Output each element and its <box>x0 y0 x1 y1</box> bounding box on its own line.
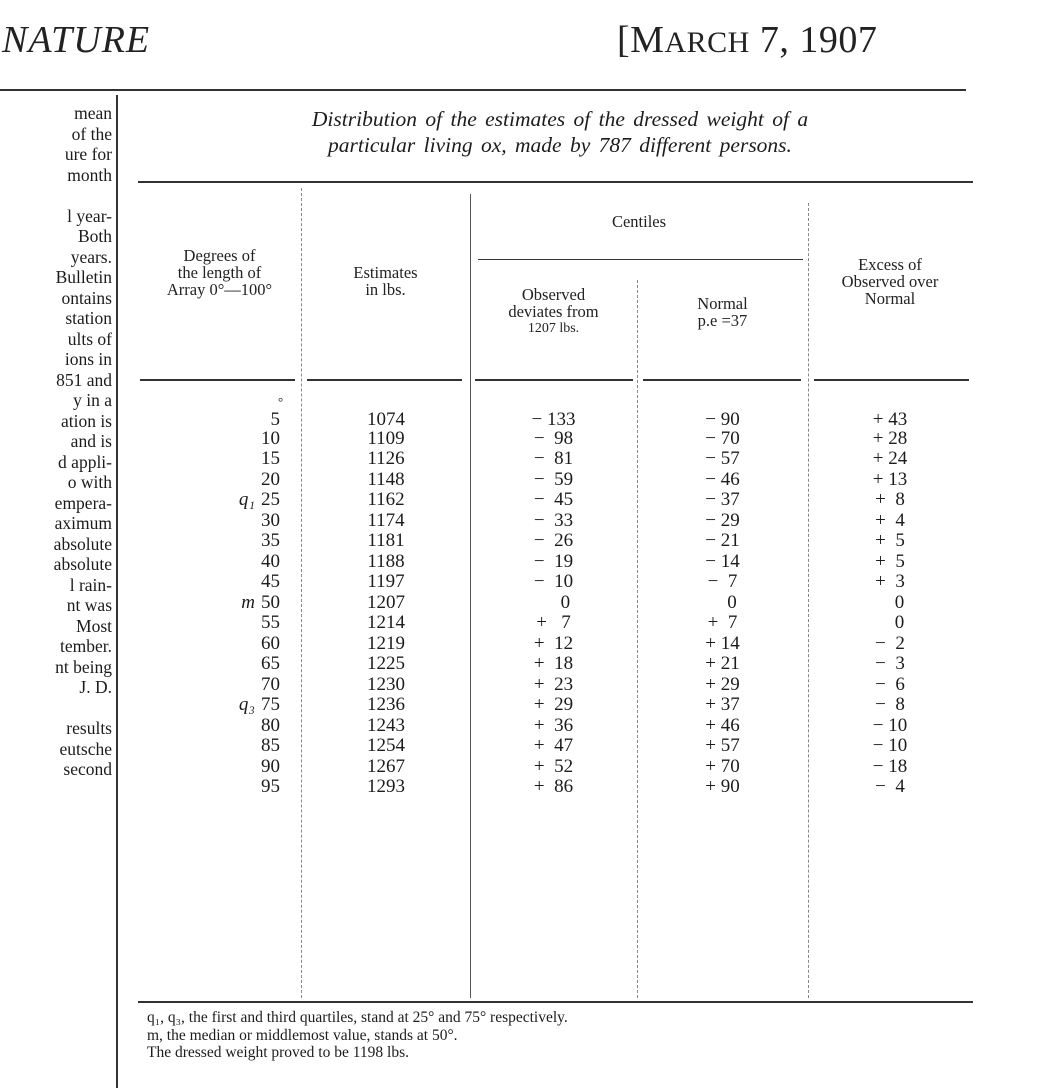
cell-degree <box>140 634 290 655</box>
left-column-line <box>0 185 112 206</box>
cell-excess: + 5 <box>875 530 905 551</box>
degree-value: 90 <box>261 755 280 777</box>
cell-degree <box>140 613 290 634</box>
cell-estimate: 1267 <box>367 755 405 777</box>
degree-value: 65 <box>261 653 280 674</box>
table-row <box>0 777 1048 798</box>
quartile-marker: q₁ <box>238 489 255 510</box>
cell-normal: + 37 <box>705 694 740 715</box>
table-title <box>145 106 975 158</box>
degree-value: 80 <box>261 714 280 736</box>
cell-excess: + 3 <box>875 571 905 592</box>
left-column-line: ults of <box>67 328 112 349</box>
cell-estimate: 1230 <box>367 673 405 695</box>
cell-normal: − 29 <box>705 509 740 531</box>
cell-observed: + 86 <box>533 776 574 797</box>
degree-value: 60 <box>261 632 280 654</box>
degree-unit-mark: ° <box>278 394 284 409</box>
cell-normal: − 46 <box>705 468 740 490</box>
header-observed-line: deviates from <box>508 302 599 321</box>
left-column-line: ontains <box>61 287 112 308</box>
left-column-line: mean <box>74 103 112 123</box>
header-excess <box>808 256 972 307</box>
table-row <box>0 470 1048 491</box>
degree-value: 10 <box>261 427 280 449</box>
header-observed-line: Observed <box>521 285 586 304</box>
cell-normal: − 21 <box>705 530 740 551</box>
cell-observed: − 133 <box>531 409 576 430</box>
cell-observed: − 59 <box>533 468 574 490</box>
header-centiles: Centiles <box>611 212 667 231</box>
cell-observed: − 19 <box>533 550 574 572</box>
left-column-line: years. <box>70 246 112 267</box>
header-degrees-line: the length of <box>177 263 262 282</box>
table-row <box>0 634 1048 655</box>
cell-normal: + 21 <box>705 653 740 674</box>
cell-excess: − 3 <box>875 653 905 674</box>
cell-estimate: 1109 <box>367 427 405 449</box>
table-title-line-1: Distribution of the estimates of the dressed weight of a <box>311 107 809 131</box>
degree-value: 5 <box>270 409 280 430</box>
cell-normal: − 14 <box>705 550 740 572</box>
cell-excess: + 4 <box>875 509 905 531</box>
degree-value: 85 <box>261 735 280 756</box>
cell-observed: − 45 <box>533 489 574 510</box>
cell-degree <box>140 736 290 757</box>
cell-estimate: 1174 <box>367 509 405 531</box>
header-normal <box>637 295 808 329</box>
cell-estimate: 1243 <box>367 714 405 736</box>
table-row <box>0 695 1048 716</box>
table-notes <box>147 1009 967 1062</box>
note-dressed-weight: The dressed weight proved to be 1198 lbs. <box>147 1044 410 1061</box>
header-degrees <box>138 247 301 298</box>
cell-excess: − 8 <box>875 694 905 715</box>
cell-observed: − 10 <box>533 571 574 592</box>
degree-value: 15 <box>261 448 280 469</box>
cell-degree <box>140 490 290 511</box>
degree-value: 30 <box>261 509 280 531</box>
degree-value: 40 <box>261 550 280 572</box>
degree-value: 35 <box>261 530 280 551</box>
cell-normal: + 14 <box>705 632 740 654</box>
cell-excess: + 43 <box>872 409 908 430</box>
header-degrees-line: Degrees of <box>183 246 256 265</box>
left-column-line: and is <box>70 431 112 451</box>
table-row <box>0 716 1048 737</box>
table-row <box>0 654 1048 675</box>
cell-observed: − 98 <box>533 427 574 449</box>
left-column-line: aximum <box>54 513 112 533</box>
cell-normal: + 57 <box>705 735 740 756</box>
left-column-line: nt being <box>55 656 112 677</box>
left-column-line: ure for <box>64 144 112 164</box>
cell-degree <box>140 511 290 532</box>
cell-observed: 0 <box>536 591 571 613</box>
degree-value: 55 <box>261 612 280 633</box>
cell-observed: + 52 <box>533 755 574 777</box>
header-rule-normal <box>643 379 801 381</box>
header-normal-line: p.e =37 <box>697 311 748 330</box>
cell-excess: − 18 <box>872 755 908 777</box>
cell-normal: 0 <box>708 591 737 613</box>
cell-normal: − 7 <box>707 571 738 592</box>
cell-excess: 0 <box>875 591 905 613</box>
left-column-line: eutsche <box>59 738 112 759</box>
degree-value: 25 <box>261 489 280 510</box>
table-row <box>0 593 1048 614</box>
cell-estimate: 1219 <box>367 632 405 654</box>
cell-degree <box>140 777 290 798</box>
cell-degree <box>140 757 290 778</box>
cell-normal: + 70 <box>705 755 740 777</box>
cell-excess: + 5 <box>875 550 905 572</box>
cell-observed: − 33 <box>533 509 574 531</box>
issue-date <box>617 18 877 62</box>
cell-normal: + 90 <box>705 776 740 797</box>
cell-observed: + 12 <box>533 632 574 654</box>
cell-estimate: 1293 <box>367 776 405 797</box>
cell-estimate: 1148 <box>367 468 405 490</box>
table-row <box>0 736 1048 757</box>
header-excess-line: Excess of <box>858 255 922 274</box>
degree-value: 70 <box>261 673 280 695</box>
cell-excess: + 24 <box>872 448 908 469</box>
cell-degree <box>140 654 290 675</box>
cell-excess: − 6 <box>875 673 905 695</box>
table-row <box>0 552 1048 573</box>
quartile-marker: m <box>241 591 255 613</box>
left-column-line: month <box>67 164 112 185</box>
left-column-line: Both <box>77 226 112 246</box>
cell-normal: − 37 <box>705 489 740 510</box>
table-row <box>0 511 1048 532</box>
cell-observed: + 7 <box>536 612 571 633</box>
left-column-line: Most <box>76 615 112 636</box>
cell-degree <box>140 695 290 716</box>
cell-degree <box>140 675 290 696</box>
left-column-line: second <box>63 759 112 779</box>
cell-estimate: 1207 <box>367 591 405 613</box>
table-row <box>0 429 1048 450</box>
left-column-line: o with <box>67 472 112 492</box>
header-observed <box>470 286 637 337</box>
left-column-line: empera- <box>54 492 112 513</box>
degree-value: 95 <box>261 776 280 797</box>
left-column-line: ation is <box>60 410 112 431</box>
date-month-initial: M <box>630 19 665 61</box>
cell-excess: − 4 <box>875 776 905 797</box>
date-day-year: 7, 1907 <box>749 19 878 61</box>
header-rule <box>0 89 966 91</box>
cell-excess: + 13 <box>872 468 908 490</box>
table-row <box>0 531 1048 552</box>
cell-degree <box>140 552 290 573</box>
table-row <box>0 613 1048 634</box>
note-quartiles: q₁, q₃, the first and third quartiles, stand at 25° and 75° respectively. <box>147 1009 568 1026</box>
cell-estimate: 1181 <box>367 530 405 551</box>
left-column-line: 851 and <box>56 369 112 390</box>
footer-rule <box>138 1001 973 1003</box>
quartile-marker: q₃ <box>238 694 255 715</box>
cell-degree <box>140 449 290 470</box>
left-column-line: d appli- <box>58 451 112 472</box>
cell-normal: − 57 <box>705 448 740 469</box>
left-column-line: l year- <box>67 205 112 226</box>
header-excess-line: Normal <box>864 289 916 308</box>
header-excess-line: Observed over <box>841 272 939 291</box>
cell-observed: + 18 <box>533 653 574 674</box>
degree-value: 20 <box>261 468 280 490</box>
cell-estimate: 1197 <box>367 571 405 592</box>
cell-estimate: 1074 <box>367 409 405 430</box>
title-rule <box>138 181 973 183</box>
header-estimates-line: in lbs. <box>365 280 406 299</box>
header-estimates <box>301 264 470 298</box>
left-column-line: of the <box>71 123 112 144</box>
cell-estimate: 1162 <box>367 489 405 510</box>
header-degrees-line: Array 0°—100° <box>166 280 273 299</box>
header-observed-line: 1207 lbs. <box>527 321 580 336</box>
header-rule-observed <box>475 379 633 381</box>
degree-value: 50 <box>261 591 280 613</box>
left-column-line: J. D. <box>79 677 112 697</box>
left-column-line: Bulletin <box>55 267 112 287</box>
cell-normal: + 29 <box>705 673 740 695</box>
cell-observed: + 47 <box>533 735 574 756</box>
header-rule-estimates <box>307 379 462 381</box>
degree-value: 75 <box>261 694 280 715</box>
table-row <box>0 449 1048 470</box>
table-title-line-2: particular living ox, made by 787 different persons. <box>328 133 792 157</box>
table-row <box>0 572 1048 593</box>
left-column-line: tember. <box>60 636 112 656</box>
header-normal-line: Normal <box>697 294 748 313</box>
cell-estimate: 1236 <box>367 694 405 715</box>
cell-degree <box>140 593 290 614</box>
cell-normal: + 46 <box>705 714 740 736</box>
left-column-line: nt was <box>66 595 112 615</box>
centiles-rule <box>478 259 803 260</box>
cell-degree <box>140 470 290 491</box>
header-estimates-line: Estimates <box>353 263 418 282</box>
cell-estimate: 1214 <box>367 612 405 633</box>
left-column-line: station <box>65 308 112 328</box>
date-bracket: [ <box>617 19 631 61</box>
left-column-line: ions in <box>64 349 112 369</box>
table-row <box>0 757 1048 778</box>
left-column-line: results <box>66 718 112 738</box>
cell-degree <box>140 429 290 450</box>
table-row <box>0 490 1048 511</box>
cell-observed: + 23 <box>533 673 574 695</box>
cell-excess: 0 <box>875 612 905 633</box>
cell-degree <box>140 716 290 737</box>
header-rule-excess <box>814 379 969 381</box>
cell-estimate: 1188 <box>367 550 405 572</box>
cell-observed: + 36 <box>533 714 574 736</box>
cell-degree <box>140 572 290 593</box>
left-column-line: absolute <box>53 533 112 554</box>
cell-excess: − 10 <box>872 735 908 756</box>
cell-estimate: 1225 <box>367 653 405 674</box>
note-median: m, the median or middlemost value, stands at 50°. <box>147 1026 458 1044</box>
cell-normal: − 70 <box>705 427 740 449</box>
cell-observed: − 26 <box>533 530 574 551</box>
cell-degree <box>140 531 290 552</box>
left-column-line: y in a <box>73 390 112 410</box>
cell-observed: − 81 <box>533 448 574 469</box>
date-month-rest: ARCH <box>664 26 750 59</box>
cell-normal: − 90 <box>705 409 740 430</box>
journal-title: NATURE <box>2 19 151 61</box>
cell-excess: − 2 <box>875 632 905 654</box>
cell-observed: + 29 <box>533 694 574 715</box>
header-rule-degrees <box>140 379 295 381</box>
cell-estimate: 1126 <box>367 448 405 469</box>
cell-excess: − 10 <box>872 714 908 736</box>
cell-normal: + 7 <box>707 612 738 633</box>
table-row <box>0 675 1048 696</box>
cell-excess: + 8 <box>875 489 905 510</box>
cell-excess: + 28 <box>872 427 908 449</box>
left-column-line: l rain- <box>69 574 112 595</box>
degree-value: 45 <box>261 571 280 592</box>
left-column-line: absolute <box>53 554 112 574</box>
cell-estimate: 1254 <box>367 735 405 756</box>
